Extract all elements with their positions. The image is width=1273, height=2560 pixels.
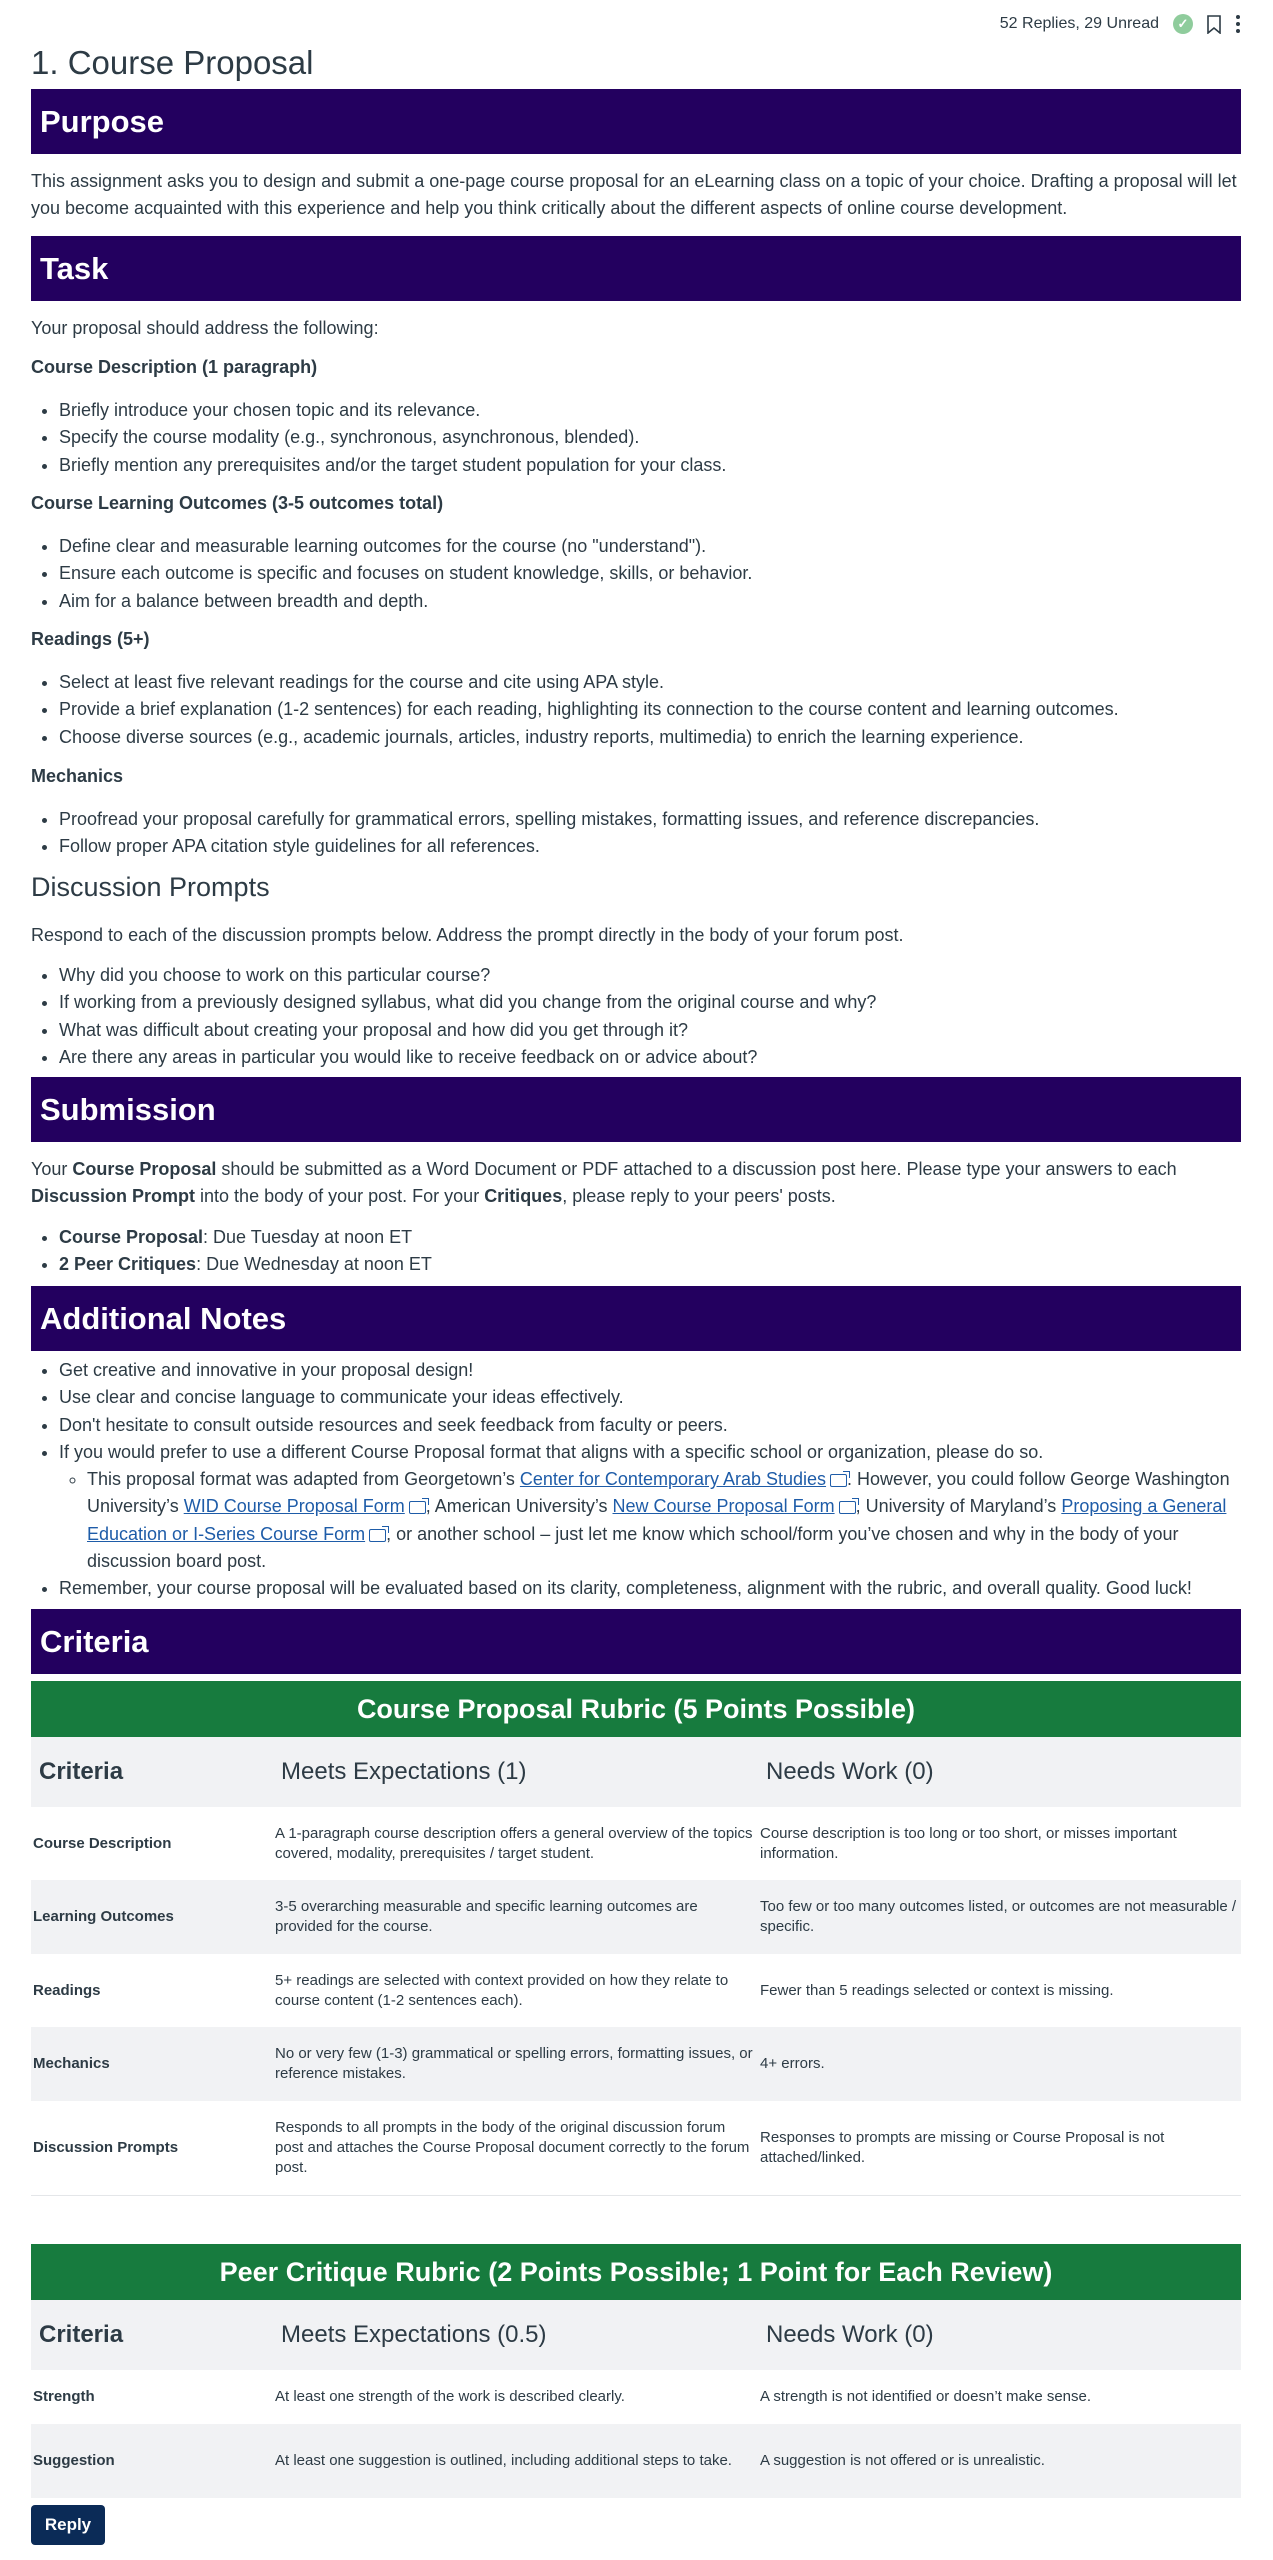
criteria-heading: Criteria <box>31 1609 1241 1674</box>
table-row <box>31 2027 1241 2101</box>
table-cell: Suggestion <box>31 2424 273 2498</box>
table-cell: Strength <box>33 2388 95 2405</box>
table-row <box>31 1954 1241 2027</box>
list-item: • Remember, your course proposal will be evaluated based on its clarity, completeness, alignment with the rubric, and overall quality. Good luck! <box>59 1575 1241 1602</box>
column-header: Criteria <box>31 2300 273 2370</box>
section-title: Readings (5+) <box>31 629 150 649</box>
discussion-intro: Respond to each of the discussion prompts below. Address the prompt directly in the body of your forum post. <box>31 925 904 945</box>
list-item: • Provide a brief explanation (1-2 sentences) for each reading, highlighting its connection to the course content and learning outcomes. <box>59 696 1119 723</box>
column-header: Needs Work (0) <box>758 2300 1241 2370</box>
discussion-heading: Discussion Prompts <box>31 872 270 902</box>
table-cell: Course Description <box>33 1834 172 1852</box>
list-item: • Get creative and innovative in your proposal design! <box>59 1357 1241 1384</box>
bookmark-icon[interactable] <box>1207 15 1221 34</box>
section-title: Course Learning Outcomes (3-5 outcomes total) <box>31 493 444 513</box>
due-dates-list <box>31 1224 432 1279</box>
table-cell: At least one strength of the work is described clearly. <box>275 2388 625 2405</box>
list-item: • What was difficult about creating your proposal and how did you get through it? <box>59 1017 876 1044</box>
table-cell: A strength is not identified or doesn’t make sense. <box>760 2388 1092 2405</box>
table-cell: Course description is too long or too short, or misses important information. <box>760 1824 1177 1862</box>
table-cell: No or very few (1-3) grammatical or spelling errors, formatting issues, or reference mistakes. <box>273 2027 758 2101</box>
purpose-text: This assignment asks you to design and submit a one-page course proposal for an eLearning class on a topic of your choice. Drafting a proposal will let you become acquainted with this experience and help you think critically about the different aspects of online course development. <box>31 171 1237 218</box>
table-cell: At least one suggestion is outlined, including additional steps to take. <box>273 2424 758 2498</box>
list-item: • Course Proposal: Due Tuesday at noon ET <box>59 1224 432 1251</box>
table-row <box>31 1880 1241 1954</box>
replies-count: 52 Replies, 29 Unread <box>999 15 1159 32</box>
list-item: • Briefly introduce your chosen topic and its relevance. <box>59 397 726 424</box>
learning-outcomes-list <box>31 533 752 615</box>
table-cell: Mechanics <box>31 2027 273 2101</box>
list-item: • Select at least five relevant readings for the course and cite using APA style. <box>59 669 1119 696</box>
table-row <box>31 2370 1241 2424</box>
page-title: 1. Course Proposal <box>31 44 314 81</box>
table-cell: 5+ readings are selected with context provided on how they relate to course content (1-2 sentences each). <box>275 1971 729 2009</box>
table-cell: Learning Outcomes <box>31 1880 273 1954</box>
rubric1-title: Course Proposal Rubric (5 Points Possible) <box>31 1681 1241 1737</box>
table-cell: 4+ errors. <box>758 2027 1241 2101</box>
notes-heading: Additional Notes <box>31 1286 1241 1351</box>
list-item: • Why did you choose to work on this particular course? <box>59 962 876 989</box>
table-cell: Fewer than 5 readings selected or context is missing. <box>760 1981 1114 1999</box>
external-link-icon <box>369 1529 386 1542</box>
mechanics-list <box>31 806 1039 861</box>
reply-button[interactable]: Reply <box>31 2505 105 2545</box>
table-row <box>31 2101 1241 2195</box>
external-link-icon <box>409 1501 426 1514</box>
list-item: ◦ This proposal format was adapted from Georgetown’s Center for Contemporary Arab Studies . However, you could follow George Washington University’s WID Course Proposal Form , American University’s New Course Proposal Form , University of Maryland’s Proposing a General Education or I-Series Course Form , or another school – just let me know which school/form you’ve chosen and why in the body of your discussion board post. <box>87 1466 1241 1575</box>
notes-list <box>31 1357 1241 1603</box>
purpose-heading: Purpose <box>31 89 1241 154</box>
american-form-link[interactable]: New Course Proposal Form <box>612 1496 835 1517</box>
rubric2-table <box>31 2300 1241 2498</box>
list-item: • Use clear and concise language to communicate your ideas effectively. <box>59 1384 1241 1411</box>
rubric2-title: Peer Critique Rubric (2 Points Possible; 1 Point for Each Review) <box>31 2244 1241 2300</box>
ccas-link[interactable]: Center for Contemporary Arab Studies <box>519 1469 827 1490</box>
section-title: Mechanics <box>31 766 124 786</box>
list-item: • Choose diverse sources (e.g., academic journals, articles, industry reports, multimedia) to enrich the learning experience. <box>59 724 1119 751</box>
table-cell: Discussion Prompts <box>33 2138 179 2156</box>
list-item: • If you would prefer to use a different Course Proposal format that aligns with a specific school or organization, please do so. ◦ This proposal format was adapted from Georgetown’s Center for Contemporary Arab Studies . However, you could follow George Washington University’s WID Course Proposal Form , American University’s New Course Proposal Form , University of Maryland’s Proposing a General Education or I-Series Course Form , or another school – just let me know which school/form you’ve chosen and why in the body of your discussion board post. <box>59 1439 1241 1575</box>
list-item: • Proofread your proposal carefully for grammatical errors, spelling mistakes, formatting issues, and reference discrepancies. <box>59 806 1039 833</box>
external-link-icon <box>830 1474 847 1487</box>
table-cell: Readings <box>33 1981 101 1999</box>
list-item: • Specify the course modality (e.g., synchronous, asynchronous, blended). <box>59 424 726 451</box>
list-item: • Follow proper APA citation style guidelines for all references. <box>59 833 1039 860</box>
external-link-icon <box>839 1501 856 1514</box>
list-item: • Define clear and measurable learning outcomes for the course (no "understand"). <box>59 533 752 560</box>
table-row <box>31 1807 1241 1880</box>
notes-sublist <box>59 1466 1241 1575</box>
column-header: Criteria <box>31 1737 273 1807</box>
column-header: Needs Work (0) <box>758 1737 1241 1807</box>
table-cell: Too few or too many outcomes listed, or outcomes are not measurable / specific. <box>758 1880 1241 1954</box>
list-item: • If working from a previously designed syllabus, what did you change from the original course and why? <box>59 989 876 1016</box>
discussion-list <box>31 962 876 1071</box>
list-item: • Ensure each outcome is specific and focuses on student knowledge, skills, or behavior. <box>59 560 752 587</box>
column-header: Meets Expectations (1) <box>273 1737 758 1807</box>
wid-form-link[interactable]: WID Course Proposal Form <box>183 1496 405 1517</box>
column-header: Meets Expectations (0.5) <box>273 2300 758 2370</box>
list-item: • Are there any areas in particular you would like to receive feedback on or advice about? <box>59 1044 876 1071</box>
course-description-list <box>31 397 726 479</box>
section-title: Course Description (1 paragraph) <box>31 357 318 377</box>
check-circle-icon: ✓ <box>1173 14 1193 34</box>
task-heading: Task <box>31 236 1241 301</box>
table-cell: Responds to all prompts in the body of the original discussion forum post and attaches the Course Proposal document correctly to the forum post. <box>275 2118 750 2176</box>
table-row <box>31 2424 1241 2498</box>
table-cell: A suggestion is not offered or is unrealistic. <box>758 2424 1241 2498</box>
table-cell: A 1-paragraph course description offers a general overview of the topics covered, modality, prerequisites / target student. <box>275 1824 753 1862</box>
umd-form-link[interactable]: Proposing a General Education or I-Series Course Form <box>87 1496 1227 1544</box>
list-item: • 2 Peer Critiques: Due Wednesday at noon ET <box>59 1251 432 1278</box>
rubric1-table <box>31 1737 1241 2196</box>
list-item: • Don't hesitate to consult outside resources and seek feedback from faculty or peers. <box>59 1412 1241 1439</box>
list-item: • Briefly mention any prerequisites and/or the target student population for your class. <box>59 452 726 479</box>
readings-list <box>31 669 1119 751</box>
table-cell: 3-5 overarching measurable and specific learning outcomes are provided for the course. <box>273 1880 758 1954</box>
thread-toolbar <box>1000 14 1241 34</box>
table-cell: Responses to prompts are missing or Course Proposal is not attached/linked. <box>760 2128 1165 2166</box>
submission-heading: Submission <box>31 1077 1241 1142</box>
list-item: • Aim for a balance between breadth and depth. <box>59 588 752 615</box>
submission-text: Your Course Proposal should be submitted as a Word Document or PDF attached to a discussion post here. Please type your answers to each Discussion Prompt into the body of your post. For your Critiques, please reply to your peers' posts. <box>31 1159 1177 1206</box>
more-options-icon[interactable] <box>1235 14 1241 34</box>
task-intro: Your proposal should address the following: <box>31 318 379 338</box>
